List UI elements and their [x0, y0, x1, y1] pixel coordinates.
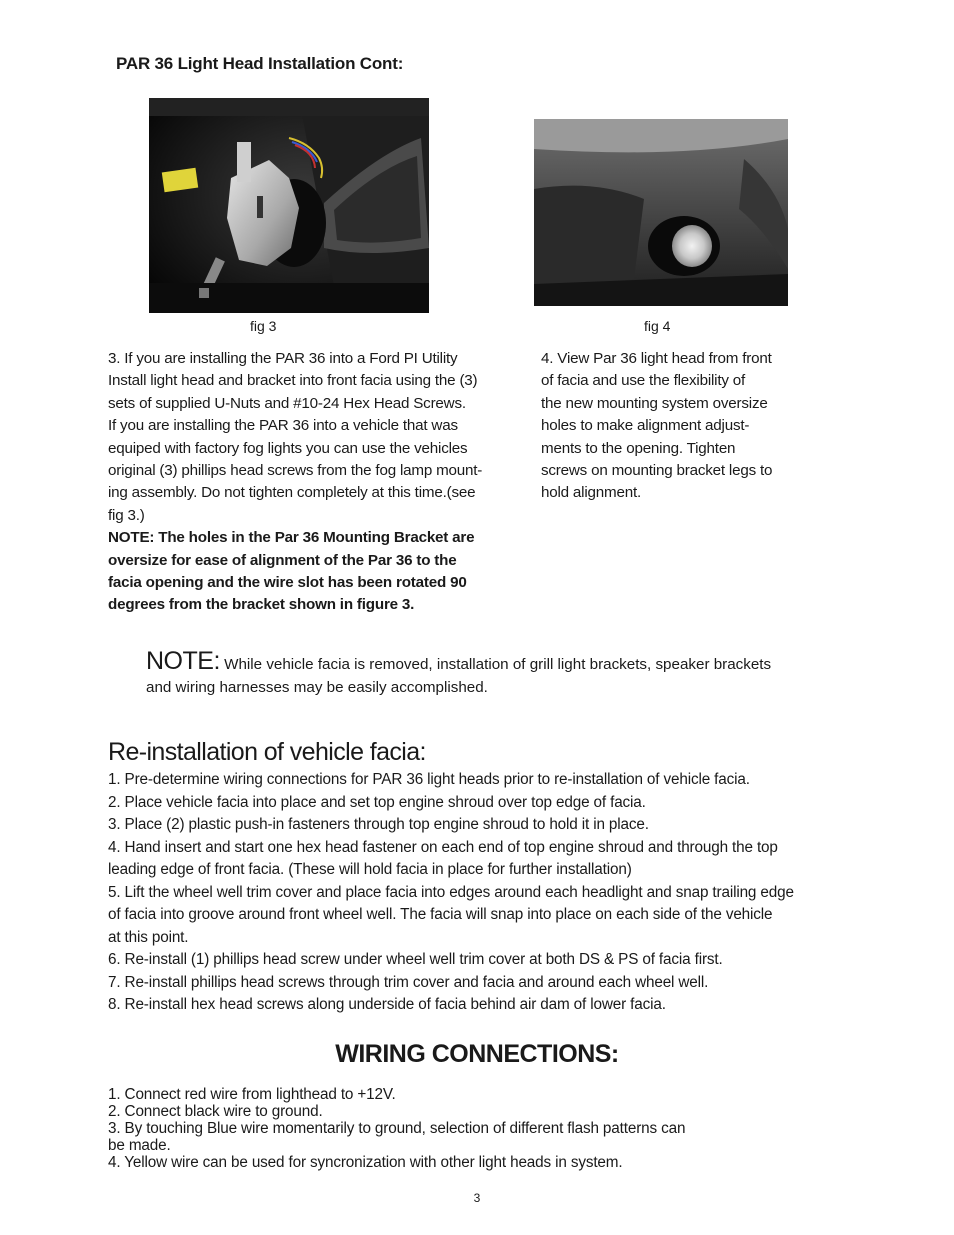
- note-text-line1: While vehicle facia is removed, installation of grill light brackets, speaker brackets: [219, 656, 772, 673]
- step4-line: of facia and use the flexibility of: [541, 372, 746, 390]
- reinstall-line: 6. Re-install (1) phillips head screw under wheel well trim cover at both DS & PS of facia first.: [108, 951, 723, 968]
- step3-line: equiped with factory fog lights you can use the vehicles: [108, 439, 468, 457]
- wiring-list: [108, 1087, 728, 1172]
- page-number: 3: [473, 1191, 481, 1205]
- note-block: [146, 647, 826, 699]
- step4-line: the new mounting system oversize: [541, 394, 768, 412]
- step3-block: [108, 348, 508, 617]
- step4-line: 4. View Par 36 light head from front: [541, 350, 772, 367]
- wiring-line: 2. Connect black wire to ground.: [108, 1102, 323, 1120]
- step3-line: fig 3.): [108, 506, 145, 524]
- step3-line: sets of supplied U-Nuts and #10-24 Hex Head Screws.: [108, 394, 466, 412]
- reinstall-line: 2. Place vehicle facia into place and set top engine shroud over top edge of facia.: [108, 793, 646, 811]
- step3-note-line: degrees from the bracket shown in figure 3.: [108, 596, 415, 614]
- step3-line: 3. If you are installing the PAR 36 into a Ford PI Utility: [108, 350, 458, 367]
- reinstall-title: Re-installation of vehicle facia:: [108, 738, 426, 766]
- step3-note-line: oversize for ease of alignment of the Par 36 to the: [108, 551, 457, 569]
- step3-note-line: NOTE: The holes in the Par 36 Mounting Bracket are: [108, 529, 475, 547]
- step3-line: original (3) phillips head screws from the fog lamp mount-: [108, 462, 483, 480]
- reinstall-list: [108, 769, 828, 1017]
- reinstall-line: 3. Place (2) plastic push-in fasteners through top engine shroud to hold it in place.: [108, 816, 649, 833]
- wiring-title: WIRING CONNECTIONS:: [335, 1040, 619, 1068]
- step4-line: ments to the opening. Tighten: [541, 439, 736, 457]
- reinstall-line: of facia into groove around front wheel well. The facia will snap into place on each side of the vehicle: [108, 906, 773, 923]
- note-text-line2: and wiring harnesses may be easily accomplished.: [146, 678, 488, 696]
- note-label: NOTE:: [146, 647, 220, 675]
- page-heading: PAR 36 Light Head Installation Cont:: [116, 54, 404, 73]
- fig4-photo: [534, 119, 788, 306]
- reinstall-line: 1. Pre-determine wiring connections for PAR 36 light heads prior to re-installation of vehicle facia.: [108, 771, 750, 788]
- wiring-line: be made.: [108, 1136, 171, 1154]
- step3-line: Install light head and bracket into front facia using the (3): [108, 372, 478, 390]
- reinstall-line: 8. Re-install hex head screws along underside of facia behind air dam of lower facia.: [108, 996, 666, 1013]
- step4-line: hold alignment.: [541, 484, 642, 502]
- step3-line: If you are installing the PAR 36 into a vehicle that was: [108, 417, 458, 435]
- reinstall-line: 5. Lift the wheel well trim cover and place facia into edges around each headlight and snap trailing edge: [108, 883, 794, 901]
- reinstall-line: leading edge of front facia. (These will hold facia in place for further installation): [108, 861, 632, 878]
- wiring-line: 1. Connect red wire from lighthead to +12V.: [108, 1086, 396, 1103]
- step4-block: [541, 348, 821, 505]
- step3-line: ing assembly. Do not tighten completely at this time.(see: [108, 484, 476, 502]
- step4-line: holes to make alignment adjust-: [541, 417, 750, 435]
- reinstall-line: 4. Hand insert and start one hex head fastener on each end of top engine shroud and through the top: [108, 838, 778, 856]
- wiring-line: 4. Yellow wire can be used for syncronization with other light heads in system.: [108, 1153, 623, 1171]
- fig3-caption: fig 3: [250, 318, 277, 334]
- step3-note-line: facia opening and the wire slot has been rotated 90: [108, 574, 467, 592]
- wiring-line: 3. By touching Blue wire momentarily to ground, selection of different flash patterns can: [108, 1119, 686, 1137]
- fig3-photo: [149, 98, 429, 313]
- reinstall-line: 7. Re-install phillips head screws through trim cover and facia and around each wheel well.: [108, 973, 709, 991]
- reinstall-line: at this point.: [108, 928, 189, 946]
- fig4-caption: fig 4: [644, 318, 671, 334]
- step4-line: screws on mounting bracket legs to: [541, 462, 773, 480]
